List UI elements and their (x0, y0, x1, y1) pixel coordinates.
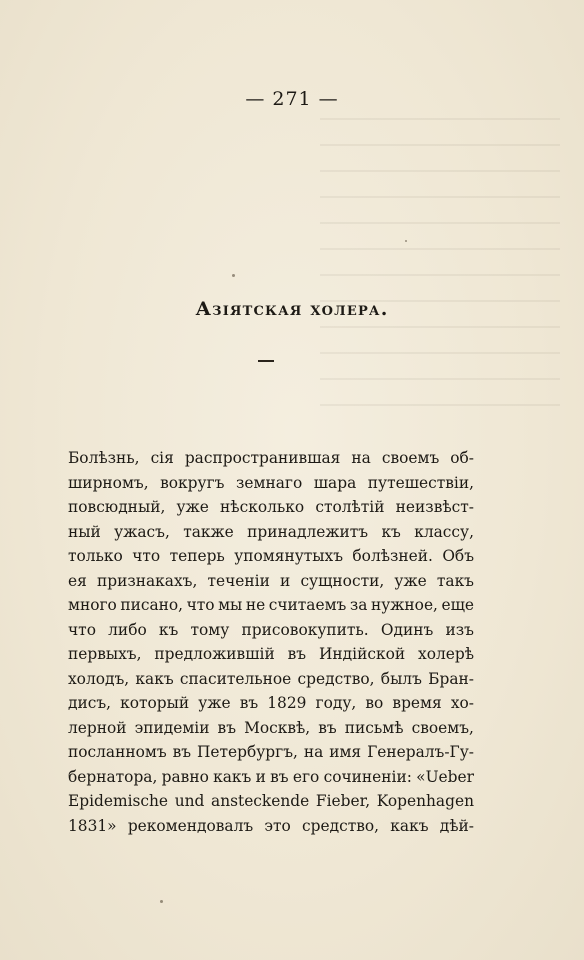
text-line: бернатора, равно какъ и въ его сочиненіи: «Ueber (68, 767, 474, 786)
text-line: Болѣзнь, сія распространившая на своемъ об- (68, 449, 474, 467)
paper-speck (160, 900, 163, 903)
body-text (68, 446, 474, 838)
text-line: ширномъ, вокругъ земнаго шара путешествіи, (68, 473, 474, 492)
text-line: 1831» рекомендовалъ это средство, какъ дѣй- (68, 816, 474, 835)
text-line: ея признакахъ, теченіи и сущности, уже такъ (68, 571, 474, 590)
text-line: Epidemische und ansteckende Fieber, Kopenhagen (68, 792, 474, 810)
text-line: только что теперь упомянутыхъ болѣзней. Объ (68, 547, 474, 565)
text-line: холодъ, какъ спасительное средство, былъ Бран- (68, 669, 474, 688)
chapter-title: Азіятская холера. (195, 298, 389, 320)
text-line: лерной эпидеміи въ Москвѣ, въ письмѣ своемъ, (68, 718, 474, 737)
page-number: — 271 — (245, 88, 339, 110)
text-line: много писано, что мы не считаемъ за нужное, еще (68, 596, 474, 614)
text-line: что либо къ тому присовокупить. Одинъ изъ (68, 620, 474, 639)
show-through-text (320, 118, 560, 418)
text-line: ный ужасъ, также принадлежитъ къ классу, (68, 522, 474, 541)
text-line: повсюдный, уже нѣсколько столѣтій неизвѣст- (68, 498, 474, 516)
text-line: посланномъ въ Петербургъ, на имя Генералъ-Гу- (68, 743, 474, 761)
paper-speck (232, 274, 235, 277)
paper-speck (405, 240, 407, 242)
text-line: первыхъ, предложившій въ Индійской холерѣ (68, 645, 474, 663)
title-rule (258, 360, 274, 362)
text-line: дисъ, который уже въ 1829 году, во время хо- (68, 694, 474, 712)
